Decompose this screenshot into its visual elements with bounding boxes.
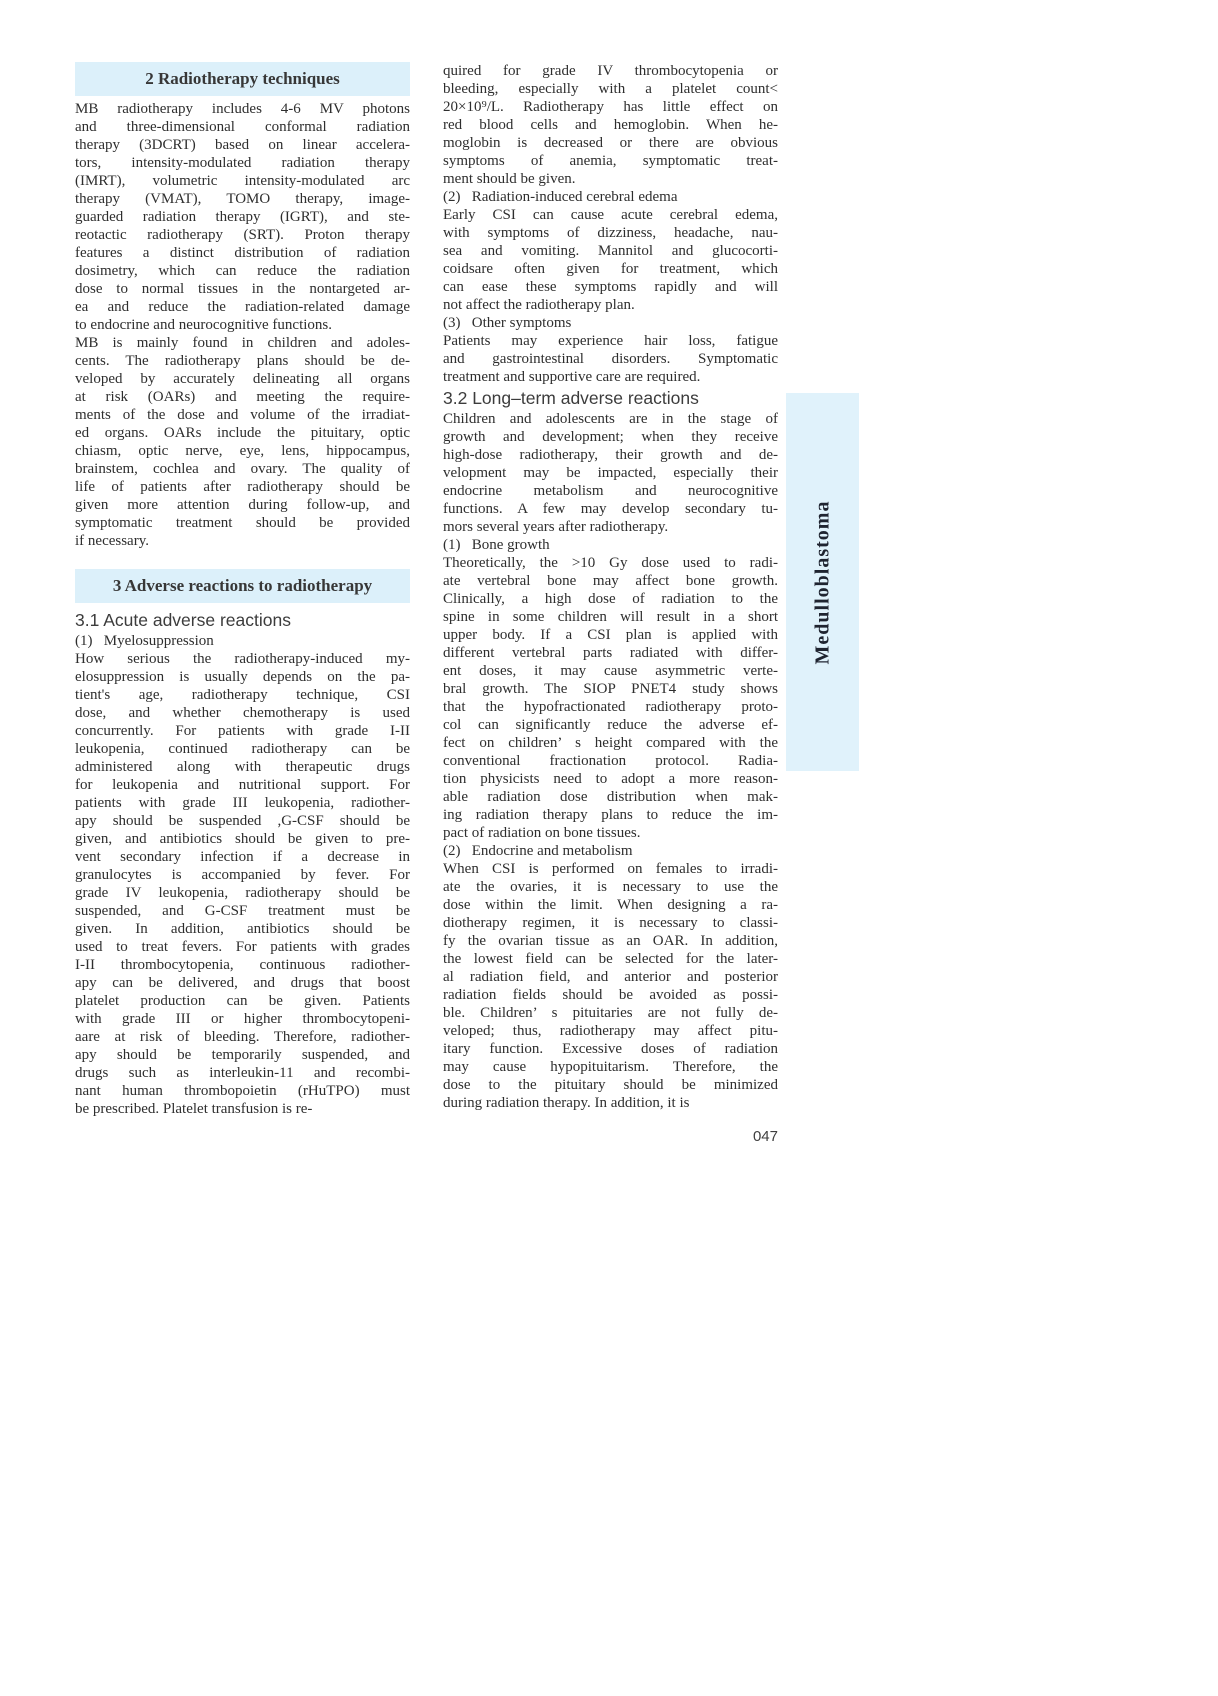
text-line: itary function. Excessive doses of radiation [443, 1041, 778, 1057]
list-item-bone-growth: (1) Bone growth [443, 537, 550, 553]
text-line: ate vertebral bone may affect bone growth. [443, 573, 778, 589]
list-item-endocrine-metabolism: (2) Endocrine and metabolism [443, 843, 633, 859]
text-line: granulocytes is accompanied by fever. For [75, 867, 410, 883]
paragraph-radiotherapy-techniques-2 [75, 334, 410, 550]
text-line: used to treat fevers. For patients with grades [75, 939, 410, 955]
text-line: concurrently. For patients with grade I-II [75, 723, 410, 739]
list-item-cerebral-edema: (2) Radiation-induced cerebral edema [443, 189, 678, 205]
text-line: able radiation dose distribution when mak- [443, 789, 778, 805]
text-line: dose to normal tissues in the nontargeted ar- [75, 281, 410, 297]
text-line: Early CSI can cause acute cerebral edema, [443, 207, 778, 223]
text-line: pact of radiation on bone tissues. [443, 825, 641, 841]
text-line: nant human thrombopoietin (rHuTPO) must [75, 1083, 410, 1099]
text-line: with grade III or higher thrombocytopeni- [75, 1011, 410, 1027]
text-line: the lowest field can be selected for the later- [443, 951, 778, 967]
chapter-tab [786, 393, 859, 771]
text-line: suspended, and G-CSF treatment must be [75, 903, 410, 919]
text-line: ed organs. OARs include the pituitary, optic [75, 425, 410, 441]
text-line: veloped by accurately delineating all organs [75, 371, 410, 387]
text-line: drugs such as interleukin-11 and recombi- [75, 1065, 410, 1081]
text-line: dose within the limit. When designing a ra- [443, 897, 778, 913]
text-line: chiasm, optic nerve, eye, lens, hippocampus, [75, 443, 410, 459]
text-line: tion physicists need to adopt a more reason- [443, 771, 778, 787]
text-line: When CSI is performed on females to irradi- [443, 861, 778, 877]
paragraph-cerebral-edema [443, 206, 778, 314]
text-line: not affect the radiotherapy plan. [443, 297, 635, 313]
section-header-radiotherapy-techniques: 2 Radiotherapy techniques [75, 62, 410, 96]
text-line: to endocrine and neurocognitive functions. [75, 317, 333, 333]
subsection-3-2-long-term-adverse-reactions: 3.2 Long–term adverse reactions [443, 388, 699, 408]
text-line: Clinically, a high dose of radiation to the [443, 591, 778, 607]
text-line: ble. Children’ s pituitaries are not fully de- [443, 1005, 778, 1021]
text-line: different vertebral parts radiated with differ- [443, 645, 778, 661]
text-line: fy the ovarian tissue as an OAR. In addition, [443, 933, 778, 949]
text-line: quired for grade IV thrombocytopenia or [443, 63, 778, 79]
text-line: cents. The radiotherapy plans should be de- [75, 353, 410, 369]
text-line: ea and reduce the radiation-related damage [75, 299, 410, 315]
text-line: sea and vomiting. Mannitol and glucocorti- [443, 243, 778, 259]
text-line: Children and adolescents are in the stage of [443, 411, 778, 427]
text-line: ments of the dose and volume of the irradiat- [75, 407, 410, 423]
left-column [75, 62, 410, 1118]
paragraph-other-symptoms [443, 332, 778, 386]
text-line: treatment and supportive care are required. [443, 369, 701, 385]
text-line: ment should be given. [443, 171, 576, 187]
text-line: may cause hypopituitarism. Therefore, the [443, 1059, 778, 1075]
chapter-tab-label: Medulloblastoma [811, 500, 833, 664]
text-line: administered along with therapeutic drugs [75, 759, 410, 775]
text-line: guarded radiation therapy (IGRT), and ste- [75, 209, 410, 225]
paragraph-endocrine-metabolism [443, 860, 778, 1112]
text-line: brainstem, cochlea and ovary. The quality of [75, 461, 410, 477]
text-line: apy should be temporarily suspended, and [75, 1047, 410, 1063]
text-line: radiation fields should be avoided as possi- [443, 987, 778, 1003]
text-line: features a distinct distribution of radiation [75, 245, 410, 261]
paragraph-long-term-intro [443, 410, 778, 536]
list-item-myelosuppression: (1) Myelosuppression [75, 633, 214, 649]
text-line: upper body. If a CSI plan is applied with [443, 627, 778, 643]
text-line: bral growth. The SIOP PNET4 study shows [443, 681, 778, 697]
text-line: I-II thrombocytopenia, continuous radiother- [75, 957, 410, 973]
text-line: at risk (OARs) and meeting the require- [75, 389, 410, 405]
text-line: life of patients after radiotherapy should be [75, 479, 410, 495]
text-line: and gastrointestinal disorders. Symptomatic [443, 351, 778, 367]
text-line: ent doses, it may cause asymmetric verte- [443, 663, 778, 679]
text-line: fect on children’ s height compared with the [443, 735, 778, 751]
text-line: therapy (3DCRT) based on linear accelera- [75, 137, 410, 153]
subsection-3-1-acute-adverse-reactions: 3.1 Acute adverse reactions [75, 610, 291, 630]
text-line: grade IV leukopenia, radiotherapy should be [75, 885, 410, 901]
right-column [443, 62, 778, 1112]
paragraph-radiotherapy-techniques-1 [75, 100, 410, 334]
text-line: mors several years after radiotherapy. [443, 519, 669, 535]
paragraph-myelosuppression [75, 650, 410, 1118]
text-line: Patients may experience hair loss, fatigue [443, 333, 778, 349]
text-line: ing radiation therapy plans to reduce the im- [443, 807, 778, 823]
text-line: patients with grade III leukopenia, radiother- [75, 795, 410, 811]
text-line: Theoretically, the >10 Gy dose used to radi- [443, 555, 778, 571]
text-line: elosuppression is usually depends on the pa- [75, 669, 410, 685]
text-line: vent secondary infection if a decrease in [75, 849, 410, 865]
paragraph-bone-growth [443, 554, 778, 842]
text-line: growth and development; when they receive [443, 429, 778, 445]
text-line: al radiation field, and anterior and posterior [443, 969, 778, 985]
text-line: endocrine metabolism and neurocognitive [443, 483, 778, 499]
text-line: moglobin is decreased or there are obvious [443, 135, 778, 151]
text-line: given. In addition, antibiotics should be [75, 921, 410, 937]
text-line: col can significantly reduce the adverse ef- [443, 717, 778, 733]
text-line: reotactic radiotherapy (SRT). Proton therapy [75, 227, 410, 243]
text-line: MB radiotherapy includes 4-6 MV photons [75, 101, 410, 117]
text-line: How serious the radiotherapy-induced my- [75, 651, 410, 667]
text-line: bleeding, especially with a platelet count< [443, 81, 778, 97]
text-line: tors, intensity-modulated radiation therapy [75, 155, 410, 171]
text-line: platelet production can be given. Patients [75, 993, 410, 1009]
text-line: leukopenia, continued radiotherapy can be [75, 741, 410, 757]
text-line: conventional fractionation protocol. Radia- [443, 753, 778, 769]
text-line: ate the ovaries, it is necessary to use the [443, 879, 778, 895]
paragraph-myelosuppression-continued [443, 62, 778, 188]
text-line: if necessary. [75, 533, 149, 549]
text-line: can ease these symptoms rapidly and will [443, 279, 778, 295]
text-line: aare at risk of bleeding. Therefore, radiother- [75, 1029, 410, 1045]
text-line: spine in some children will result in a short [443, 609, 778, 625]
text-line: given more attention during follow-up, and [75, 497, 410, 513]
text-line: symptoms of anemia, symptomatic treat- [443, 153, 778, 169]
text-line: apy should be suspended ,G-CSF should be [75, 813, 410, 829]
text-line: (IMRT), volumetric intensity-modulated arc [75, 173, 410, 189]
text-line: diotherapy regimen, it is necessary to classi- [443, 915, 778, 931]
text-line: and three-dimensional conformal radiation [75, 119, 410, 135]
text-line: 20×10⁹/L. Radiotherapy has little effect on [443, 99, 778, 115]
text-line: given, and antibiotics should be given to pre- [75, 831, 410, 847]
text-line: velopment may be impacted, especially their [443, 465, 778, 481]
text-line: with symptoms of dizziness, headache, nau- [443, 225, 778, 241]
text-line: that the hypofractionated radiotherapy proto- [443, 699, 778, 715]
text-line: symptomatic treatment should be provided [75, 515, 410, 531]
text-line: be prescribed. Platelet transfusion is re- [75, 1101, 313, 1117]
text-line: apy can be delivered, and drugs that boost [75, 975, 410, 991]
text-line: red blood cells and hemoglobin. When he- [443, 117, 778, 133]
text-line: functions. A few may develop secondary tu- [443, 501, 778, 517]
text-line: coidsare often given for treatment, which [443, 261, 778, 277]
text-line: veloped; thus, radiotherapy may affect pitu- [443, 1023, 778, 1039]
text-line: tient's age, radiotherapy technique, CSI [75, 687, 410, 703]
section-header-adverse-reactions: 3 Adverse reactions to radiotherapy [75, 569, 410, 603]
text-line: therapy (VMAT), TOMO therapy, image- [75, 191, 410, 207]
text-line: for leukopenia and nutritional support. For [75, 777, 410, 793]
text-line: high-dose radiotherapy, their growth and de- [443, 447, 778, 463]
text-line: MB is mainly found in children and adoles- [75, 335, 410, 351]
page-number: 047 [752, 1128, 778, 1145]
text-line: dosimetry, which can reduce the radiation [75, 263, 410, 279]
text-line: dose, and whether chemotherapy is used [75, 705, 410, 721]
list-item-other-symptoms: (3) Other symptoms [443, 315, 572, 331]
text-line: dose to the pituitary should be minimized [443, 1077, 778, 1093]
text-line: during radiation therapy. In addition, it is [443, 1095, 690, 1111]
